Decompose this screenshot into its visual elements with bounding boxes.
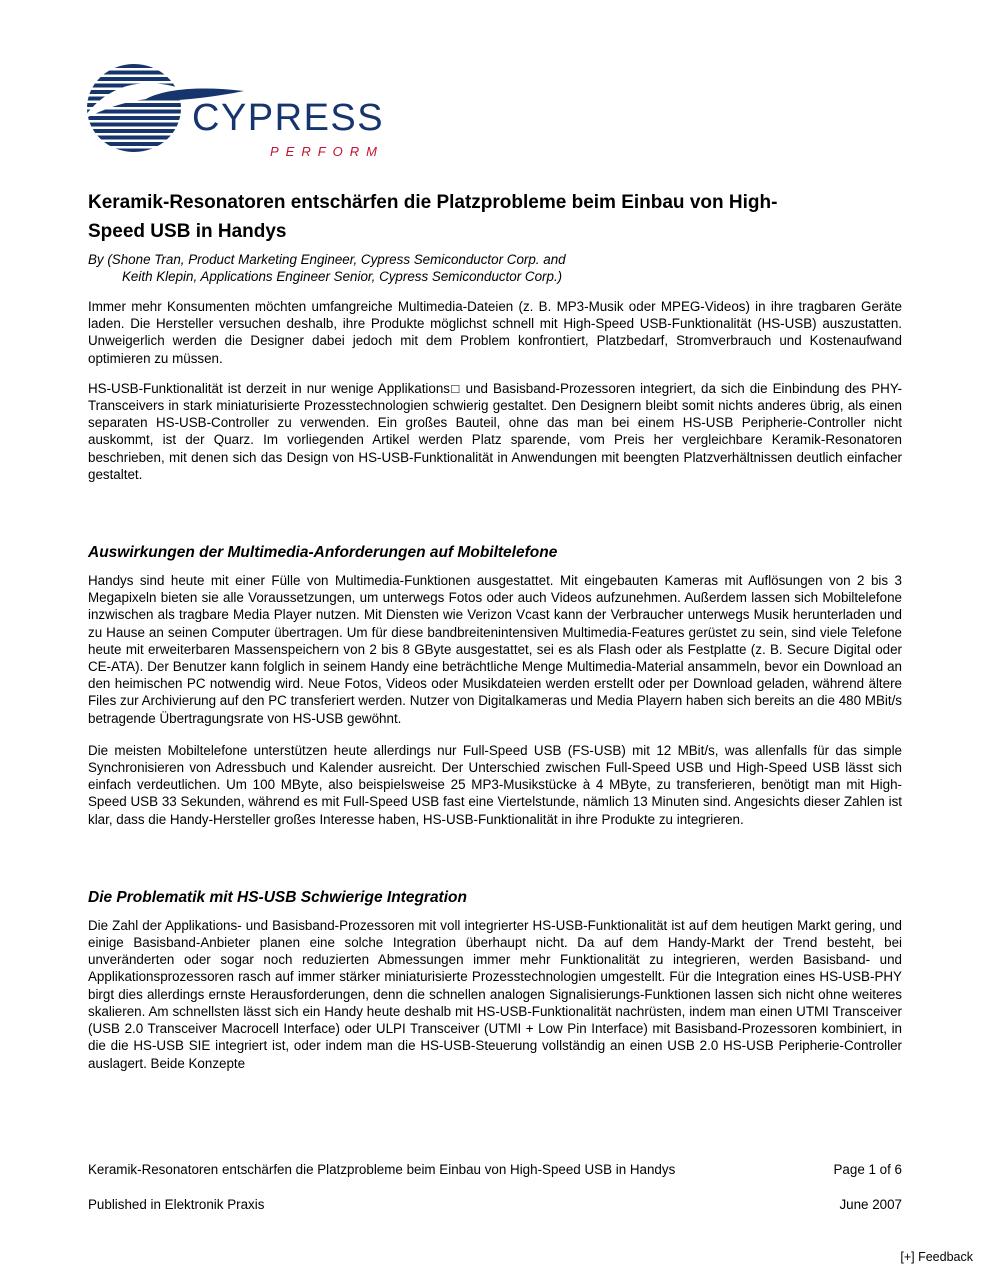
logo-tagline: PERFORM	[270, 144, 384, 159]
cypress-logo	[84, 58, 404, 168]
cypress-logo-graphic	[84, 58, 404, 168]
article-content	[0, 188, 989, 1072]
footer	[88, 1162, 902, 1212]
logo-wordmark: CYPRESS	[192, 97, 385, 139]
footer-title: Keramik-Resonatoren entschärfen die Platzprobleme beim Einbau von High-Speed USB in Handys	[88, 1162, 676, 1177]
article-title-line1: Keramik-Resonatoren entschärfen die Platzprobleme beim Einbau von High-	[88, 192, 778, 213]
footer-row-1	[88, 1162, 902, 1177]
byline-line2: Keith Klepin, Applications Engineer Senior, Cypress Semiconductor Corp.)	[122, 269, 563, 284]
section-heading-multimedia: Auswirkungen der Multimedia-Anforderungen auf Mobiltelefone	[88, 544, 558, 562]
article-title	[88, 188, 902, 246]
byline-line1: By (Shone Tran, Product Marketing Engineer, Cypress Semiconductor Corp. and	[88, 252, 566, 267]
section-heading-problematik: Die Problematik mit HS-USB Schwierige Integration	[88, 888, 467, 906]
footer-row-2	[88, 1197, 902, 1212]
section1-paragraph-2: Die meisten Mobiltelefone unterstützen heute allerdings nur Full-Speed USB (FS-USB) mit 12 MBit/s, was allenfalls für das simple Synchronisieren von Adressbuch und Kalender ausreicht. Der Unterschied zwischen Full-Speed USB und High-Speed USB lässt sich einfach verdeutlichen. Um 100 MByte, also beispielsweise 25 MP3-Musikstücke à 4 MByte, zu transferieren, benötigt man mit High-Speed USB 33 Sekunden, während es mit Full-Speed USB fast eine Viertelstunde, nämlich 13 Minuten sind. Angesichts dieser Zahlen ist klar, dass die Handy-Hersteller großes Interesse haben, HS-USB-Funktionalität in ihre Produkte zu integrieren.	[88, 742, 902, 827]
byline	[88, 251, 902, 285]
section1-paragraph-1: Handys sind heute mit einer Fülle von Multimedia-Funktionen ausgestattet. Mit eingebauten Kameras mit Auflösungen von 2 bis 3 Megapixeln bieten sie alle Voraussetzungen, um unterwegs Fotos oder auch Videos aufzunehmen. Außerdem lassen sich Mobiltelefone inzwischen als tragbare Media Player nutzen. Mit Diensten wie Verizon Vcast kann der Verbraucher unterwegs Musik herunterladen und zu Hause an seinen Computer übertragen. Um für diese bandbreitenintensiven Multimedia-Features gerüstet zu sein, sind viele Telefone heute mit erweiterbaren Massenspeichern von 2 bis 8 GByte ausgestattet, sei es als Flash oder als Festplatte (z. B. Secure Digital oder CE-ATA). Der Benutzer kann folglich in seinem Handy eine beträchtliche Menge Multimedia-Material ansammeln, bevor ein Download an den heimischen PC notwendig wird. Neue Fotos, Videos oder Musikdateien werden erstellt oder per Download geladen, während ältere Files zur Archivierung auf den PC transferiert werden. Nutzer von Digitalkameras und Media Playern haben sich bereits an die 480 MBit/s betragende Übertragungsrate von HS-USB gewöhnt.	[88, 573, 902, 726]
article-title-line2: Speed USB in Handys	[88, 221, 287, 242]
intro-paragraph-2: HS-USB-Funktionalität ist derzeit in nur wenige Applikations□ und Basisband-Prozessoren integriert, da sich die Einbindung des PHY-Transceivers in stark miniaturisierte Prozesstechnologien schwierig gestaltet. Den Designern bleibt somit nichts anderes übrig, als einen separaten HS-USB-Controller zu verwenden. Ein großes Bauteil, ohne das man bei einem HS-USB Peripherie-Controller nicht auskommt, ist der Quarz. Im vorliegenden Artikel werden Platz sparende, vom Preis her vergleichbare Keramik-Resonatoren beschrieben, mit denen sich das Design von HS-USB-Funktionalität in Anwendungen mit beengten Platzverhältnissen deutlich einfacher gestaltet.	[88, 380, 902, 482]
publication-info: Published in Elektronik Praxis	[88, 1197, 265, 1212]
section2-paragraph-1: Die Zahl der Applikations- und Basisband-Prozessoren mit voll integrierter HS-USB-Funktionalität ist auf dem heutigen Markt gering, und einige Basisband-Anbieter planen eine solche Integration überhaupt nicht. Da auf dem Handy-Markt der Trend besteht, bei unveränderten oder sogar noch reduzierten Abmessungen immer mehr Funktionalität zu integrieren, werden Basisband- und Applikationsprozessoren rasch auf immer stärker miniaturisierte Prozesstechnologien umgestellt. Für die Integration eines HS-USB-PHY birgt dies allerdings ernste Herausforderungen, denn die schnellen analogen Signalisierungs-Funktionen lassen sich nicht ohne weiteres skalieren. Am schnellsten lässt sich ein Handy heute deshalb mit HS-USB-Funktionalität nachrüsten, indem man einen UTMI Transceiver (USB 2.0 Transceiver Macrocell Interface) oder ULPI Transceiver (UTMI + Low Pin Interface) mit Basisband-Prozessoren kombiniert, in die die HS-USB SIE integriert ist, oder indem man die HS-USB-Steuerung vollständig an einen USB 2.0 HS-USB Peripherie-Controller auslagert. Beide Konzepte	[88, 917, 902, 1071]
intro-paragraph-1: Immer mehr Konsumenten möchten umfangreiche Multimedia-Dateien (z. B. MP3-Musik oder MPEG-Videos) in ihre tragbaren Geräte laden. Die Hersteller versuchen deshalb, ihre Produkte möglichst schnell mit High-Speed USB-Funktionalität (HS-USB) auszustatten. Unweigerlich werden die Designer dabei jedoch mit dem Problem konfrontiert, Platzbedarf, Stromverbrauch und Kostenaufwand optimieren zu müssen.	[88, 299, 902, 366]
feedback-link[interactable]: [+] Feedback	[900, 1250, 973, 1264]
publication-date: June 2007	[839, 1197, 902, 1212]
page-number: Page 1 of 6	[833, 1162, 902, 1177]
